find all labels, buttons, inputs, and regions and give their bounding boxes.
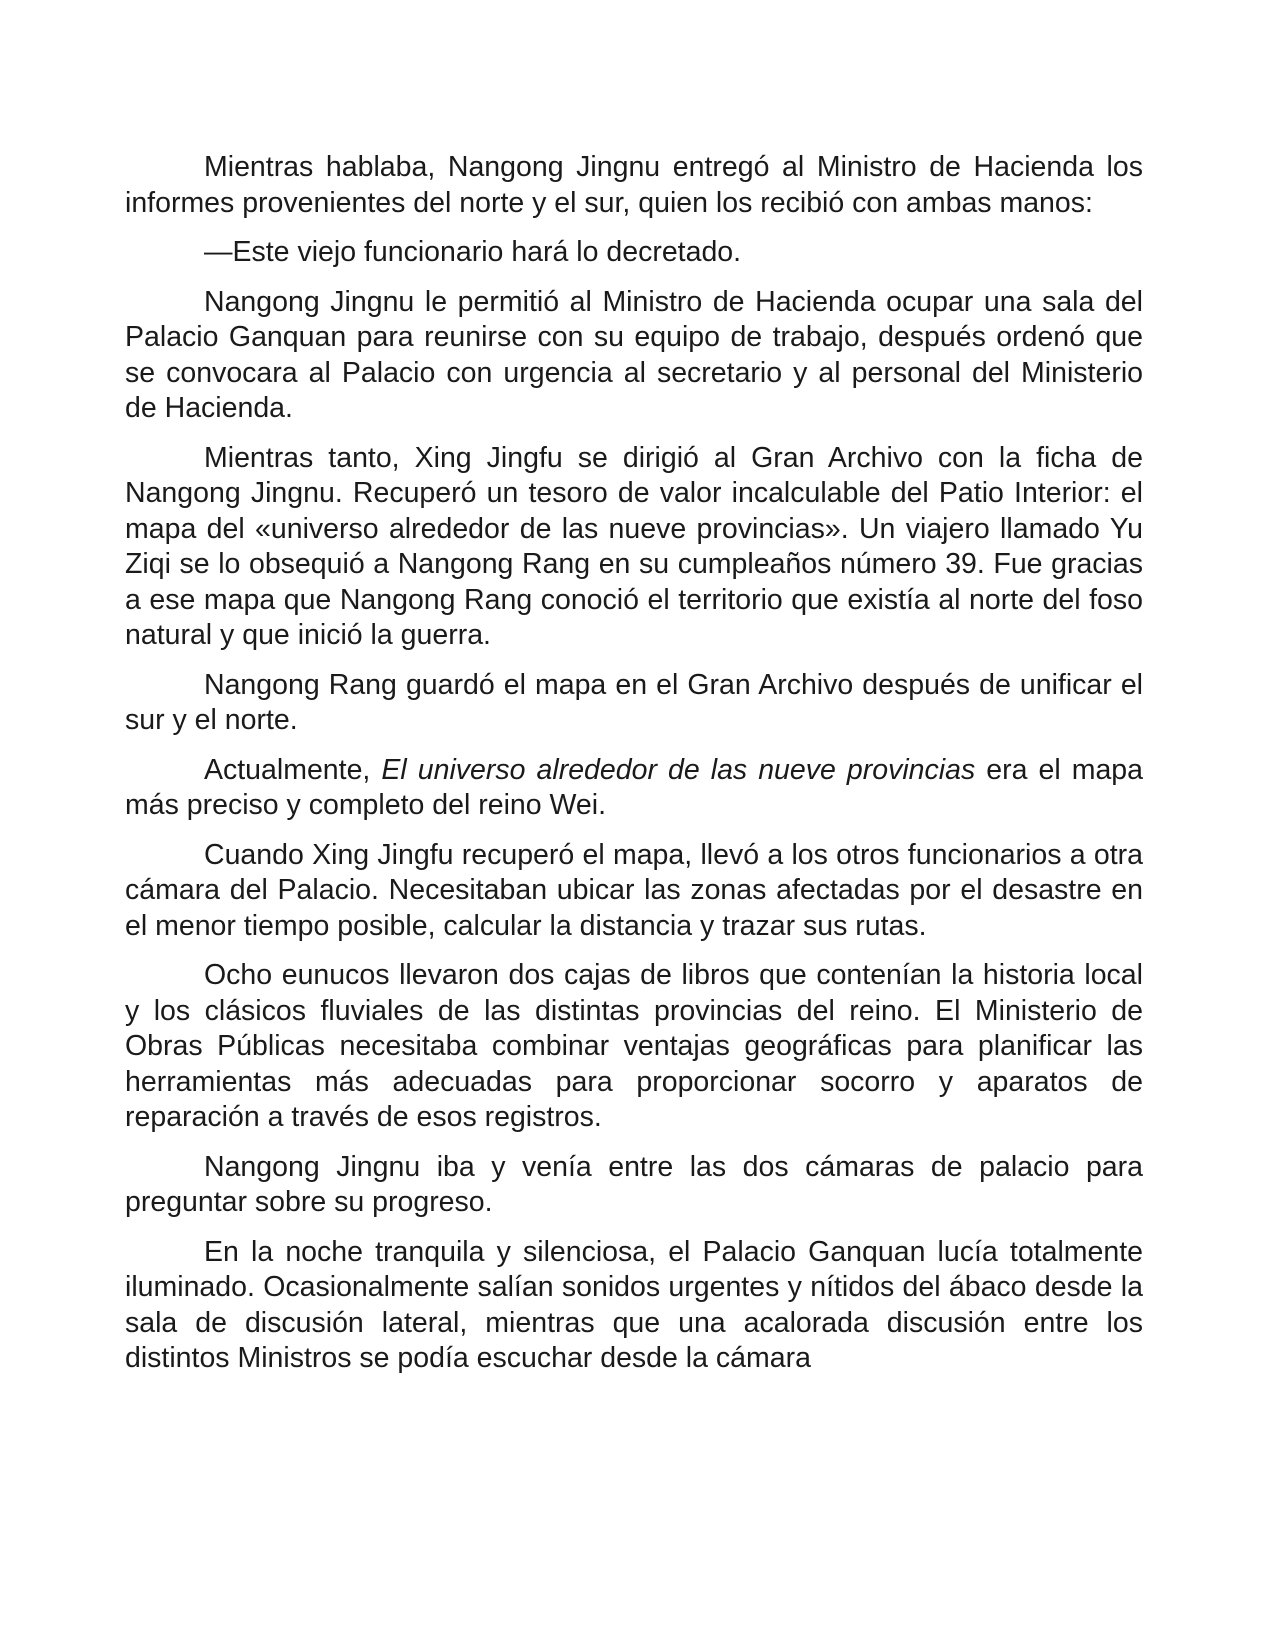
paragraph-1: Mientras hablaba, Nangong Jingnu entregó al Ministro de Hacienda los informes provenientes del norte y el sur, quien los recibió con ambas manos: (125, 151, 1143, 219)
document-page (125, 150, 1143, 1391)
paragraph-10: En la noche tranquila y silenciosa, el Palacio Ganquan lucía totalmente iluminado. Ocasionalmente salían sonidos urgentes y nítidos del ábaco desde la sala de discusión lateral, mientras que una acalorada discusión entre los distintos Ministros se podía escuchar desde la cámara (125, 1235, 1143, 1374)
map-title-italic: El universo alrededor de las nueve provincias (381, 753, 976, 786)
paragraph-7: Cuando Xing Jingfu recuperó el mapa, llevó a los otros funcionarios a otra cámara del Palacio. Necesitaban ubicar las zonas afectadas por el desastre en el menor tiempo posible, calcular la distancia y trazar sus rutas. (125, 838, 1143, 942)
paragraph-5: Nangong Rang guardó el mapa en el Gran Archivo después de unificar el sur y el norte. (125, 668, 1143, 736)
paragraph-6 (125, 753, 1143, 824)
paragraph-9: Nangong Jingnu iba y venía entre las dos cámaras de palacio para preguntar sobre su progreso. (125, 1150, 1143, 1218)
paragraph-2-dialogue: —Este viejo funcionario hará lo decretado. (204, 236, 742, 268)
paragraph-6-before: Actualmente, (204, 753, 382, 786)
paragraph-8: Ocho eunucos llevaron dos cajas de libros que contenían la historia local y los clásicos fluviales de las distintas provincias del reino. El Ministerio de Obras Públicas necesitaba combinar ventajas geográficas para planificar las herramientas más adecuadas para proporcionar socorro y aparatos de reparación a través de esos registros. (125, 959, 1143, 1133)
paragraph-3: Nangong Jingnu le permitió al Ministro de Hacienda ocupar una sala del Palacio Ganquan para reunirse con su equipo de trabajo, después ordenó que se convocara al Palacio con urgencia al secretario y al personal del Ministerio de Hacienda. (125, 285, 1143, 424)
paragraph-4: Mientras tanto, Xing Jingfu se dirigió al Gran Archivo con la ficha de Nangong Jingnu. Recuperó un tesoro de valor incalculable del Patio Interior: el mapa del «universo alrededor de las nueve provincias». Un viajero llamado Yu Ziqi se lo obsequió a Nangong Rang en su cumpleaños número 39. Fue gracias a ese mapa que Nangong Rang conoció el territorio que existía al norte del foso natural y que inició la guerra. (125, 441, 1143, 651)
paragraph-6-after: era el mapa más preciso y completo del reino Wei. (125, 753, 1143, 821)
